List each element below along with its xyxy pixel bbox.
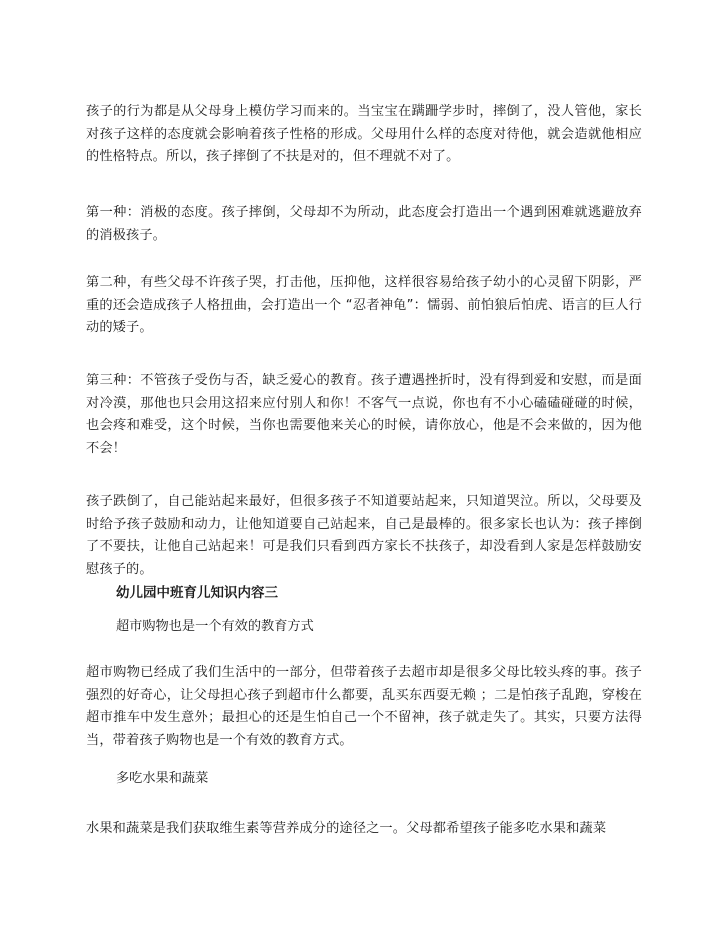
paragraph-supermarket: 超市购物已经成了我们生活中的一部分，但带着孩子去超市却是很多父母比较头疼的事。孩子强烈的好奇心，让父母担心孩子到超市什么都要，乱买东西耍无赖 ；二是怕孩子乱跑，穿梭在超市推车中发生意外；最担心的还是生怕自己一个不留神，孩子就走失了。其实，只要方法得当，带着孩子购物也是一个有效的教育方式。 (86, 665, 642, 748)
paragraph-encouragement: 孩子跌倒了，自己能站起来最好，但很多孩子不知道要站起来，只知道哭泣。所以，父母要及时给予孩子鼓励和动力，让他知道要自己站起来，自己是最棒的。很多家长也认为：孩子摔倒了不要扶，让他自己站起来！可是我们只看到西方家长不扶孩子，却没看到人家是怎样鼓励安慰孩子的。 (86, 494, 642, 577)
paragraph-fruits-vegetables: 水果和蔬菜是我们获取维生素等营养成分的途径之一。父母都希望孩子能多吃水果和蔬菜 (86, 821, 607, 836)
paragraph-third-type: 第三种：不管孩子受伤与否，缺乏爱心的教育。孩子遭遇挫折时，没有得到爱和安慰，而是面对冷漠，那他也只会用这招来应付别人和你！不客气一点说，你也有不小心磕磕碰碰的时候，也会疼和难受，这个时候，当你也需要他来关心的时候，请你放心，他是不会来做的，因为他不会！ (86, 373, 642, 456)
subtitle-fruits-vegetables: 多吃水果和蔬菜 (116, 771, 209, 786)
paragraph-first-type: 第一种：消极的态度。孩子摔倒，父母却不为所动，此态度会打造出一个遇到困难就逃避放弃的消极孩子。 (86, 205, 642, 243)
subtitle-supermarket: 超市购物也是一个有效的教育方式 (116, 619, 314, 634)
section-title: 幼儿园中班育儿知识内容三 (116, 585, 278, 601)
paragraph-imitation: 孩子的行为都是从父母身上模仿学习而来的。当宝宝在蹒跚学步时，摔倒了，没人管他，家长对孩子这样的态度就会影响着孩子性格的形成。父母用什么样的态度对待他，就会造就他相应的性格特点。所以，孩子摔倒了不扶是对的，但不理就不对了。 (86, 104, 642, 164)
paragraph-second-type: 第二种，有些父母不许孩子哭，打击他，压抑他，这样很容易给孩子幼小的心灵留下阴影，严重的还会造成孩子人格扭曲，会打造出一个 “忍者神龟”：懦弱、前怕狼后怕虎、语言的巨人行动的矮子。 (86, 275, 642, 335)
